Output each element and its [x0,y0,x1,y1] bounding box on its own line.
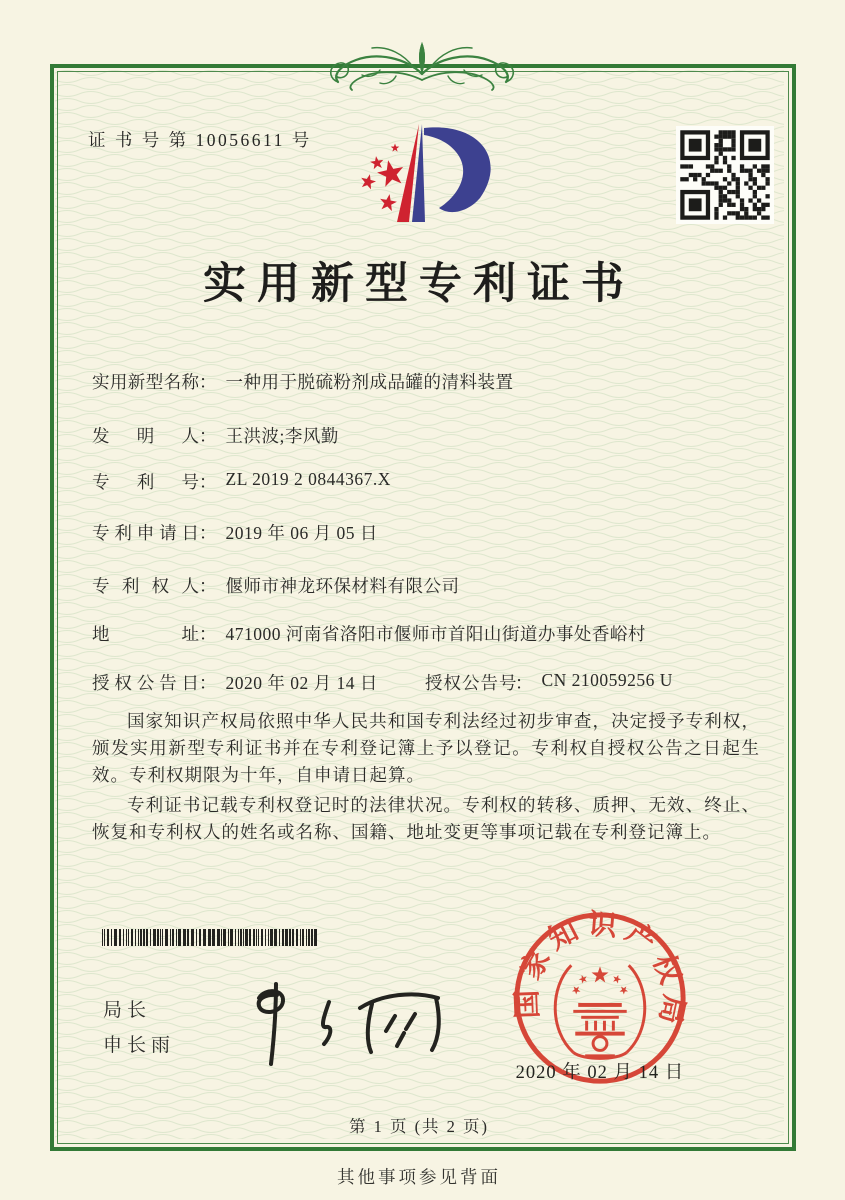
colon: ： [515,673,533,693]
commissioner-role-label: 局长 [103,1000,152,1021]
field-patent-number [92,469,391,494]
emblem-detail [572,966,628,1050]
field-utility-model-name [92,369,514,394]
page-number: 第 1 页 (共 2 页) [348,1117,490,1136]
field-value: 471000 河南省洛阳市偃师市首阳山街道办事处香峪村 [225,624,646,644]
field-label: 地址 [92,624,199,644]
colon: ： [199,426,217,446]
back-side-note: 其他事项参见背面 [337,1167,501,1187]
commissioner-name-label: 申长雨 [103,1035,176,1056]
field-value: 偃师市神龙环保材料有限公司 [225,576,460,596]
certificate-title: 实用新型专利证书 [203,261,635,308]
field-grant-row [92,670,760,695]
field-label: 专利号 [92,472,199,492]
field-patentee [92,573,460,598]
field-grant-number [425,670,673,695]
colon: ： [199,523,217,543]
legal-paragraph-1: 国家知识产权局依照中华人民共和国专利法经过初步审查，决定授予专利权，颁发实用新型专利证书并在专利登记簿上予以登记。专利权自授权公告之日起生效。专利权期限为十年，自申请日起算。 [92,711,760,785]
qr-code [676,126,774,224]
top-scroll-ornament-icon [318,30,526,92]
colon: ： [199,472,217,492]
colon: ： [199,673,217,693]
colon: ： [199,624,217,644]
seal-text: 国家知识产权局 [511,908,691,1034]
commissioner-signature [232,976,450,1068]
field-value: 2020 年 02 月 14 日 [225,673,378,693]
field-value: CN 210059256 U [541,670,673,690]
field-application-date [92,520,378,545]
field-value: 2019 年 06 月 05 日 [225,523,378,543]
field-value: 一种用于脱硫粉剂成品罐的清料装置 [225,372,514,392]
legal-text [92,708,760,849]
barcode [102,929,322,946]
field-label: 授权公告日 [92,673,199,693]
cnipa-logo-icon [338,114,520,236]
field-label: 实用新型名称 [92,372,199,392]
field-label: 专利权人 [92,576,199,596]
legal-paragraph-2: 专利证书记载专利权登记时的法律状况。专利权的转移、质押、无效、终止、恢复和专利权人的姓名或名称、国籍、地址变更等事项记载在专利登记簿上。 [92,795,760,842]
field-address [92,621,646,646]
seal-date: 2020 年 02 月 14 日 [515,1063,685,1083]
field-inventors [92,423,339,448]
field-label: 专利申请日 [92,523,199,543]
certificate-number: 证 书 号 第 10056611 号 [88,130,312,150]
field-value: 王洪波;李风勤 [225,426,339,446]
field-label: 发明人 [92,426,199,446]
field-label: 授权公告号 [425,673,518,693]
colon: ： [199,372,217,392]
colon: ： [199,576,217,596]
field-value: ZL 2019 2 0844367.X [225,469,391,489]
